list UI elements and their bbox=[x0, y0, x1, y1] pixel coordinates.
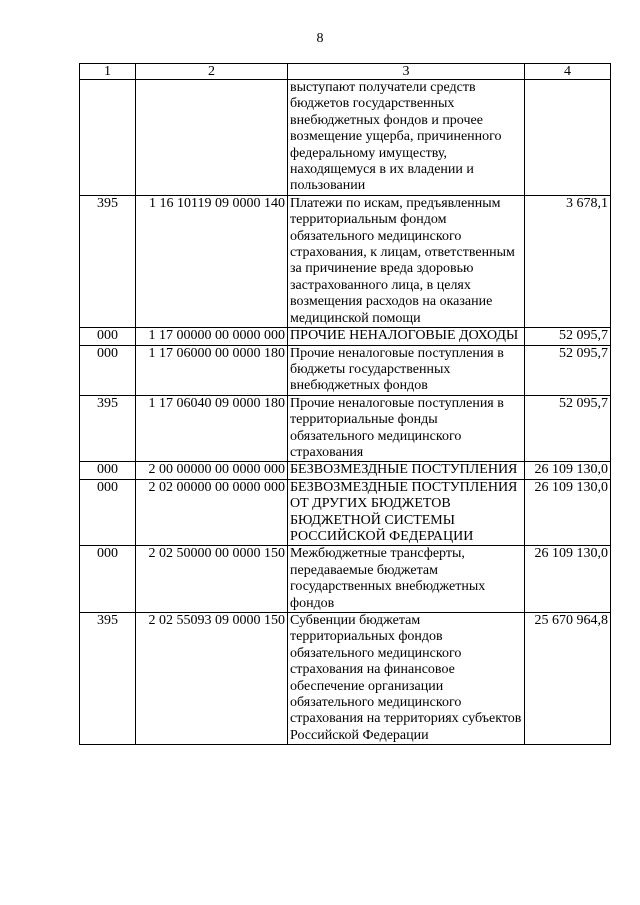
header-col-3: 3 bbox=[288, 64, 525, 80]
table-row bbox=[80, 80, 611, 196]
table-row bbox=[80, 328, 611, 345]
amount-cell: 52 095,7 bbox=[525, 328, 611, 345]
description-cell: Межбюджетные трансферты, передаваемые бюджетам государственных внебюджетных фондов bbox=[288, 546, 525, 613]
kbk-code-cell: 1 17 00000 00 0000 000 bbox=[136, 328, 288, 345]
description-cell: Субвенции бюджетам территориальных фондов обязательного медицинского страхования на финансовое обеспечение организации обязательного медицинского страхования на территориях субъектов Российской Федерации bbox=[288, 613, 525, 745]
admin-code-cell: 000 bbox=[80, 546, 136, 613]
admin-code-cell: 000 bbox=[80, 462, 136, 479]
kbk-code-cell: 2 02 50000 00 0000 150 bbox=[136, 546, 288, 613]
admin-code-cell: 395 bbox=[80, 613, 136, 745]
revenue-table bbox=[79, 63, 611, 745]
kbk-code-cell: 2 02 55093 09 0000 150 bbox=[136, 613, 288, 745]
header-col-2: 2 bbox=[136, 64, 288, 80]
table-row bbox=[80, 546, 611, 613]
table-row bbox=[80, 345, 611, 395]
table-row bbox=[80, 195, 611, 327]
admin-code-cell: 000 bbox=[80, 479, 136, 546]
admin-code-cell bbox=[80, 80, 136, 196]
amount-cell: 26 109 130,0 bbox=[525, 546, 611, 613]
admin-code-cell: 395 bbox=[80, 195, 136, 327]
table-row bbox=[80, 395, 611, 462]
amount-cell: 3 678,1 bbox=[525, 195, 611, 327]
admin-code-cell: 000 bbox=[80, 345, 136, 395]
admin-code-cell: 395 bbox=[80, 395, 136, 462]
kbk-code-cell bbox=[136, 80, 288, 196]
table-row bbox=[80, 462, 611, 479]
description-cell: БЕЗВОЗМЕЗДНЫЕ ПОСТУПЛЕНИЯ bbox=[288, 462, 525, 479]
amount-cell: 25 670 964,8 bbox=[525, 613, 611, 745]
description-cell: ПРОЧИЕ НЕНАЛОГОВЫЕ ДОХОДЫ bbox=[288, 328, 525, 345]
amount-cell: 26 109 130,0 bbox=[525, 462, 611, 479]
kbk-code-cell: 1 17 06040 09 0000 180 bbox=[136, 395, 288, 462]
table-header-row bbox=[80, 64, 611, 80]
header-col-4: 4 bbox=[525, 64, 611, 80]
amount-cell bbox=[525, 80, 611, 196]
kbk-code-cell: 2 02 00000 00 0000 000 bbox=[136, 479, 288, 546]
amount-cell: 52 095,7 bbox=[525, 345, 611, 395]
kbk-code-cell: 2 00 00000 00 0000 000 bbox=[136, 462, 288, 479]
description-cell: выступают получатели средств бюджетов государственных внебюджетных фондов и прочее возмещение ущерба, причиненного федеральному имуществу, находящемуся в их владении и пользовании bbox=[288, 80, 525, 196]
amount-cell: 26 109 130,0 bbox=[525, 479, 611, 546]
kbk-code-cell: 1 16 10119 09 0000 140 bbox=[136, 195, 288, 327]
description-cell: Прочие неналоговые поступления в территориальные фонды обязательного медицинского страхования bbox=[288, 395, 525, 462]
header-col-1: 1 bbox=[80, 64, 136, 80]
kbk-code-cell: 1 17 06000 00 0000 180 bbox=[136, 345, 288, 395]
table-row bbox=[80, 479, 611, 546]
admin-code-cell: 000 bbox=[80, 328, 136, 345]
description-cell: БЕЗВОЗМЕЗДНЫЕ ПОСТУПЛЕНИЯ ОТ ДРУГИХ БЮДЖЕТОВ БЮДЖЕТНОЙ СИСТЕМЫ РОССИЙСКОЙ ФЕДЕРАЦИИ bbox=[288, 479, 525, 546]
description-cell: Прочие неналоговые поступления в бюджеты государственных внебюджетных фондов bbox=[288, 345, 525, 395]
description-cell: Платежи по искам, предъявленным территориальным фондом обязательного медицинского страхования, к лицам, ответственным за причинение вреда здоровью застрахованного лица, в целях возмещения расходов на оказание медицинской помощи bbox=[288, 195, 525, 327]
page-number: 8 bbox=[316, 31, 324, 46]
table-row bbox=[80, 613, 611, 745]
amount-cell: 52 095,7 bbox=[525, 395, 611, 462]
